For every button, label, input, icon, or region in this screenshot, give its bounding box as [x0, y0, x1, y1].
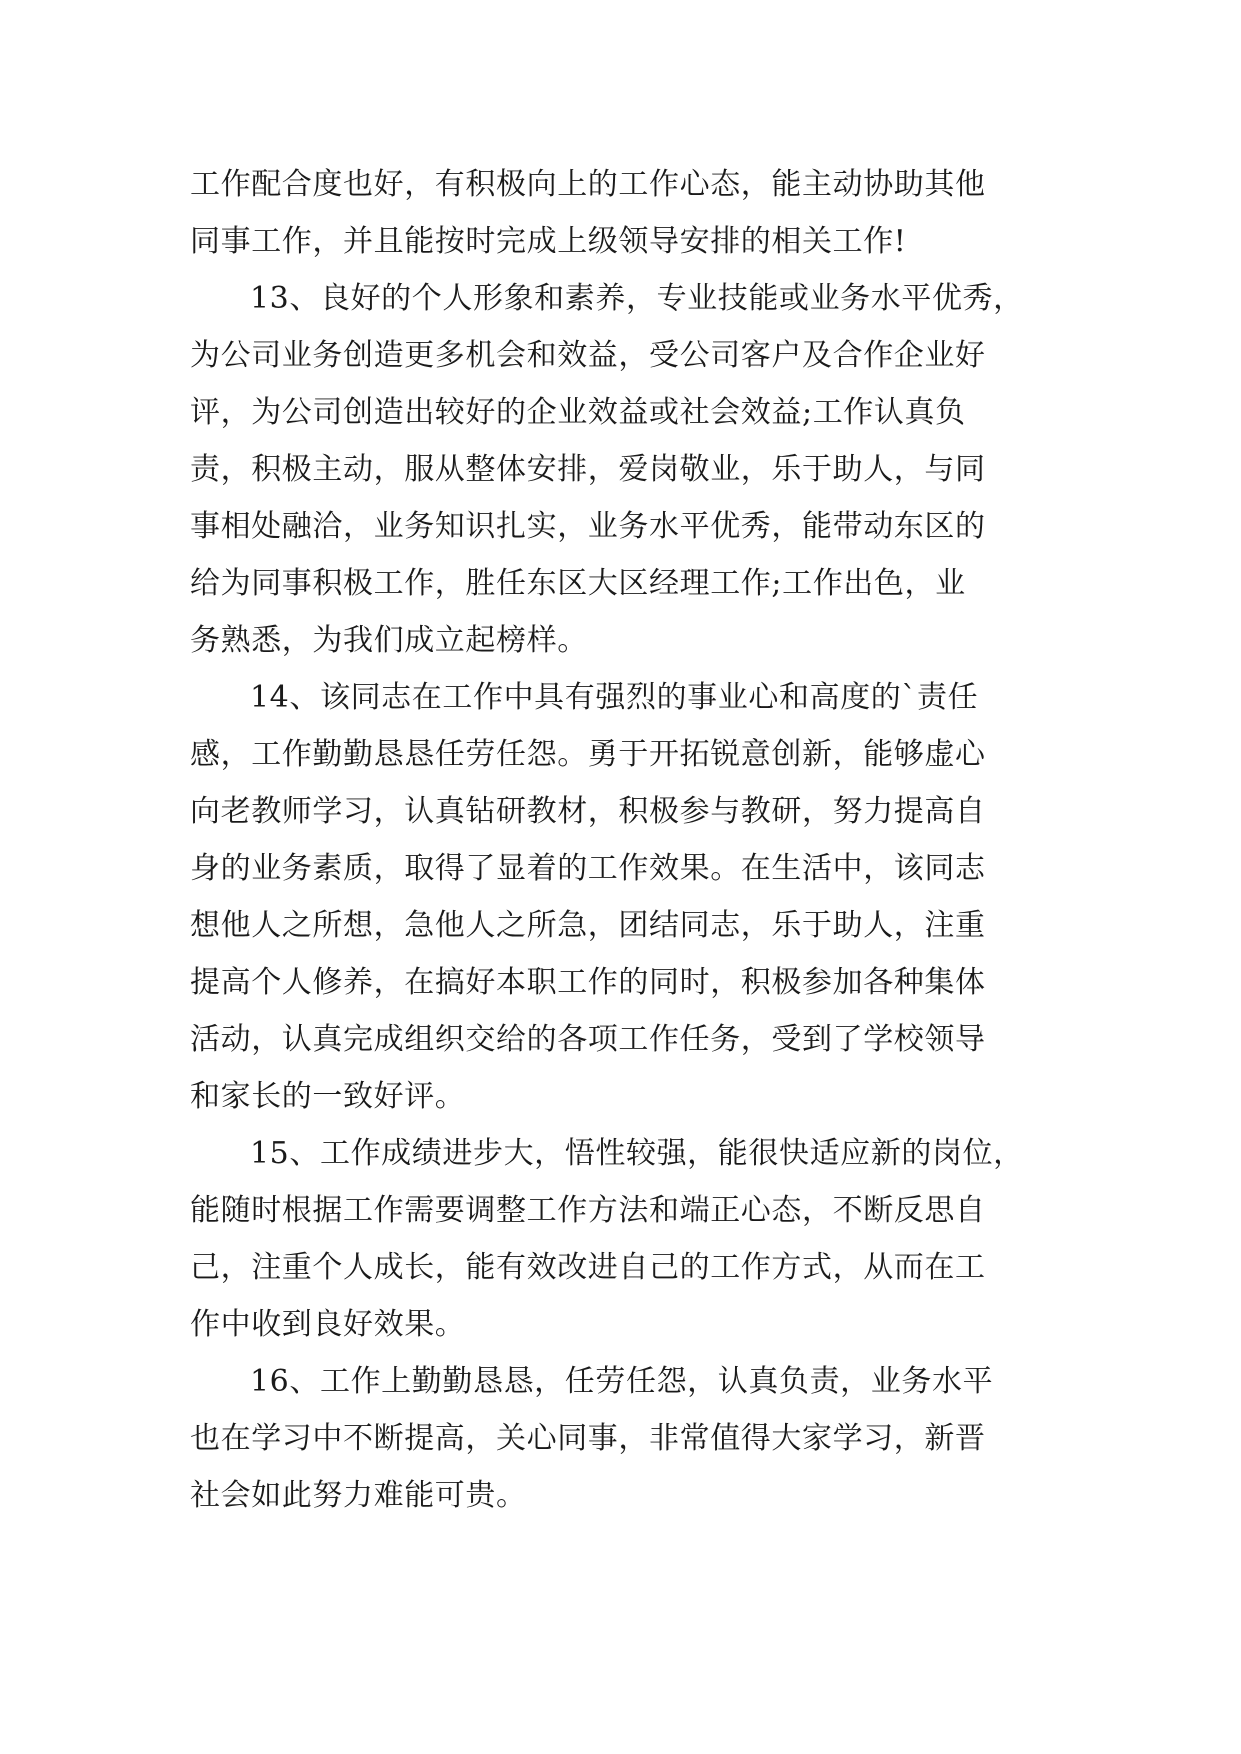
- text-line: 感，工作勤勤恳恳任劳任怨。勇于开拓锐意创新，能够虚心: [190, 737, 986, 772]
- text-line: 和家长的一致好评。: [190, 1079, 466, 1114]
- text-line: 评，为公司创造出较好的企业效益或社会效益;工作认真负: [190, 395, 966, 430]
- text-line: 给为同事积极工作，胜任东区大区经理工作;工作出色，业: [190, 566, 966, 601]
- text-line: 活动，认真完成组织交给的各项工作任务，受到了学校领导: [190, 1022, 986, 1057]
- text-line: 工作配合度也好，有积极向上的工作心态，能主动协助其他: [190, 167, 986, 202]
- paragraph-item-16: [190, 1353, 1060, 1524]
- text-line: 能随时根据工作需要调整工作方法和端正心态，不断反思自: [190, 1193, 986, 1228]
- paragraph-continuation: [190, 156, 1060, 270]
- text-line: 16、工作上勤勤恳恳，任劳任怨，认真负责，业务水平: [250, 1364, 994, 1399]
- text-line: 也在学习中不断提高，关心同事，非常值得大家学习，新晋: [190, 1421, 986, 1456]
- paragraph-item-13: [190, 270, 1060, 669]
- text-line: 责，积极主动，服从整体安排，爱岗敬业，乐于助人，与同: [190, 452, 986, 487]
- text-line: 务熟悉，为我们成立起榜样。: [190, 623, 588, 658]
- text-line: 事相处融洽，业务知识扎实，业务水平优秀，能带动东区的: [190, 509, 986, 544]
- paragraph-item-14: [190, 669, 1060, 1125]
- text-line: 社会如此努力难能可贵。: [190, 1478, 527, 1513]
- text-line: 13、良好的个人形象和素养，专业技能或业务水平优秀，: [250, 281, 1024, 316]
- text-line: 14、该同志在工作中具有强烈的事业心和高度的`责任: [250, 680, 979, 715]
- text-line: 向老教师学习，认真钻研教材，积极参与教研，努力提高自: [190, 794, 986, 829]
- text-line: 身的业务素质，取得了显着的工作效果。在生活中，该同志: [190, 851, 986, 886]
- text-line: 己，注重个人成长，能有效改进自己的工作方式，从而在工: [190, 1250, 986, 1285]
- text-line: 提高个人修养，在搞好本职工作的同时，积极参加各种集体: [190, 965, 986, 1000]
- text-line: 15、工作成绩进步大，悟性较强，能很快适应新的岗位，: [250, 1136, 1024, 1171]
- text-line: 为公司业务创造更多机会和效益，受公司客户及合作企业好: [190, 338, 986, 373]
- paragraph-item-15: [190, 1125, 1060, 1353]
- text-line: 想他人之所想，急他人之所急，团结同志，乐于助人，注重: [190, 908, 986, 943]
- document-body: [190, 156, 1060, 1524]
- text-line: 同事工作，并且能按时完成上级领导安排的相关工作!: [190, 224, 907, 259]
- text-line: 作中收到良好效果。: [190, 1307, 466, 1342]
